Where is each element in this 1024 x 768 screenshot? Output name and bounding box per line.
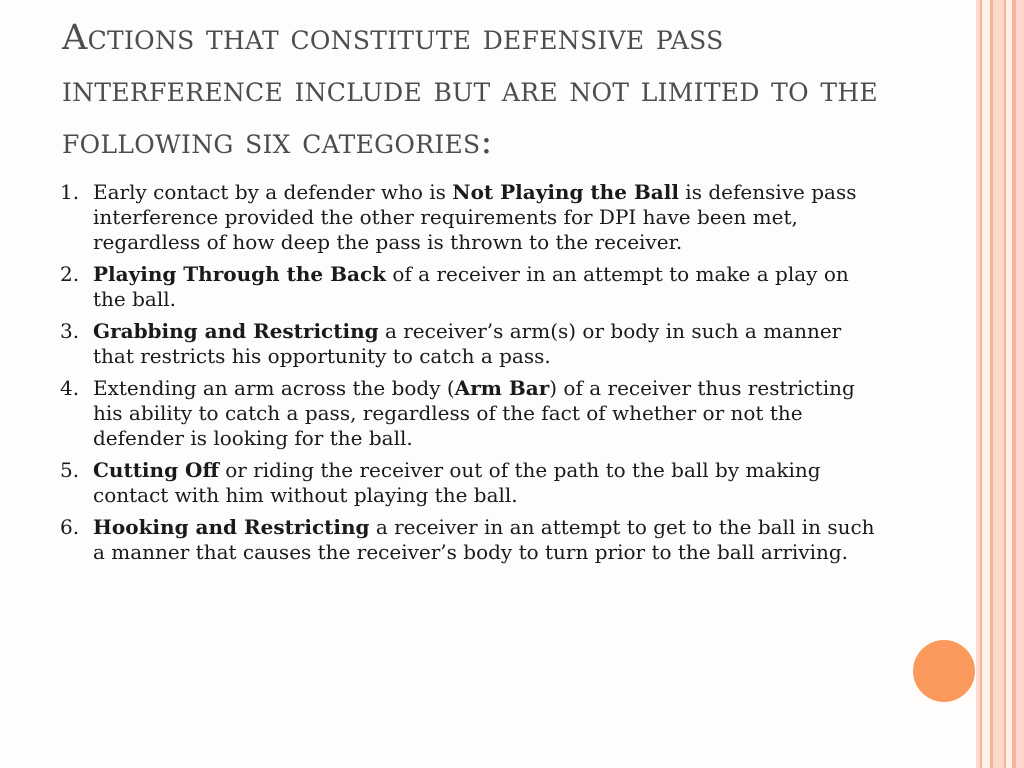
border-stripe bbox=[1016, 0, 1024, 768]
item-text-part: Extending an arm across the body ( bbox=[93, 376, 455, 400]
item-text-bold: Hooking and Restricting bbox=[93, 515, 370, 539]
border-stripe bbox=[993, 0, 1004, 768]
right-border-stripes bbox=[976, 0, 1024, 768]
item-number: 1. bbox=[60, 180, 80, 204]
item-text-bold: Grabbing and Restricting bbox=[93, 319, 379, 343]
item-text bbox=[93, 180, 880, 255]
item-number: 5. bbox=[60, 458, 80, 482]
list-item bbox=[60, 458, 880, 508]
item-text-part: ) of a receiver thus restricting his ability to catch a pass, regardless of the fact of whether or not the defender is looking for the ball. bbox=[93, 376, 855, 450]
item-number: 3. bbox=[60, 319, 80, 343]
item-number: 6. bbox=[60, 515, 80, 539]
item-text-part: a receiver’s arm(s) or body in such a manner that restricts his opportunity to catch a pass. bbox=[93, 319, 842, 368]
item-text-part: Early contact by a defender who is bbox=[93, 180, 453, 204]
border-stripe bbox=[982, 0, 990, 768]
item-text bbox=[93, 262, 880, 312]
decorative-circle bbox=[913, 640, 975, 702]
item-number: 2. bbox=[60, 262, 80, 286]
item-text-part: of a receiver in an attempt to make a play on the ball. bbox=[93, 262, 849, 311]
list-item bbox=[60, 319, 880, 369]
item-text-bold: Playing Through the Back bbox=[93, 262, 386, 286]
item-number: 4. bbox=[60, 376, 80, 400]
item-text-bold: Cutting Off bbox=[93, 458, 219, 482]
list-item bbox=[60, 376, 880, 451]
item-text-bold: Not Playing the Ball bbox=[452, 180, 679, 204]
item-text bbox=[93, 319, 880, 369]
item-text bbox=[93, 376, 880, 451]
item-text bbox=[93, 515, 880, 565]
item-text-part: is defensive pass interference provided the other requirements for DPI have been met, regardless of how deep the pass is thrown to the receiver. bbox=[93, 180, 857, 254]
list-item bbox=[60, 180, 880, 255]
item-text-bold: Arm Bar bbox=[454, 376, 550, 400]
list-item bbox=[60, 515, 880, 565]
content-list bbox=[60, 180, 880, 572]
item-text-part: or riding the receiver out of the path to the ball by making contact with him without playing the ball. bbox=[93, 458, 821, 507]
list-item bbox=[60, 262, 880, 312]
slide-title: Actions that constitute defensive pass interference include but are not limited to the following six categories: bbox=[62, 18, 878, 162]
item-text-part: a receiver in an attempt to get to the ball in such a manner that causes the receiver’s body to turn prior to the ball arriving. bbox=[93, 515, 875, 564]
item-text bbox=[93, 458, 880, 508]
